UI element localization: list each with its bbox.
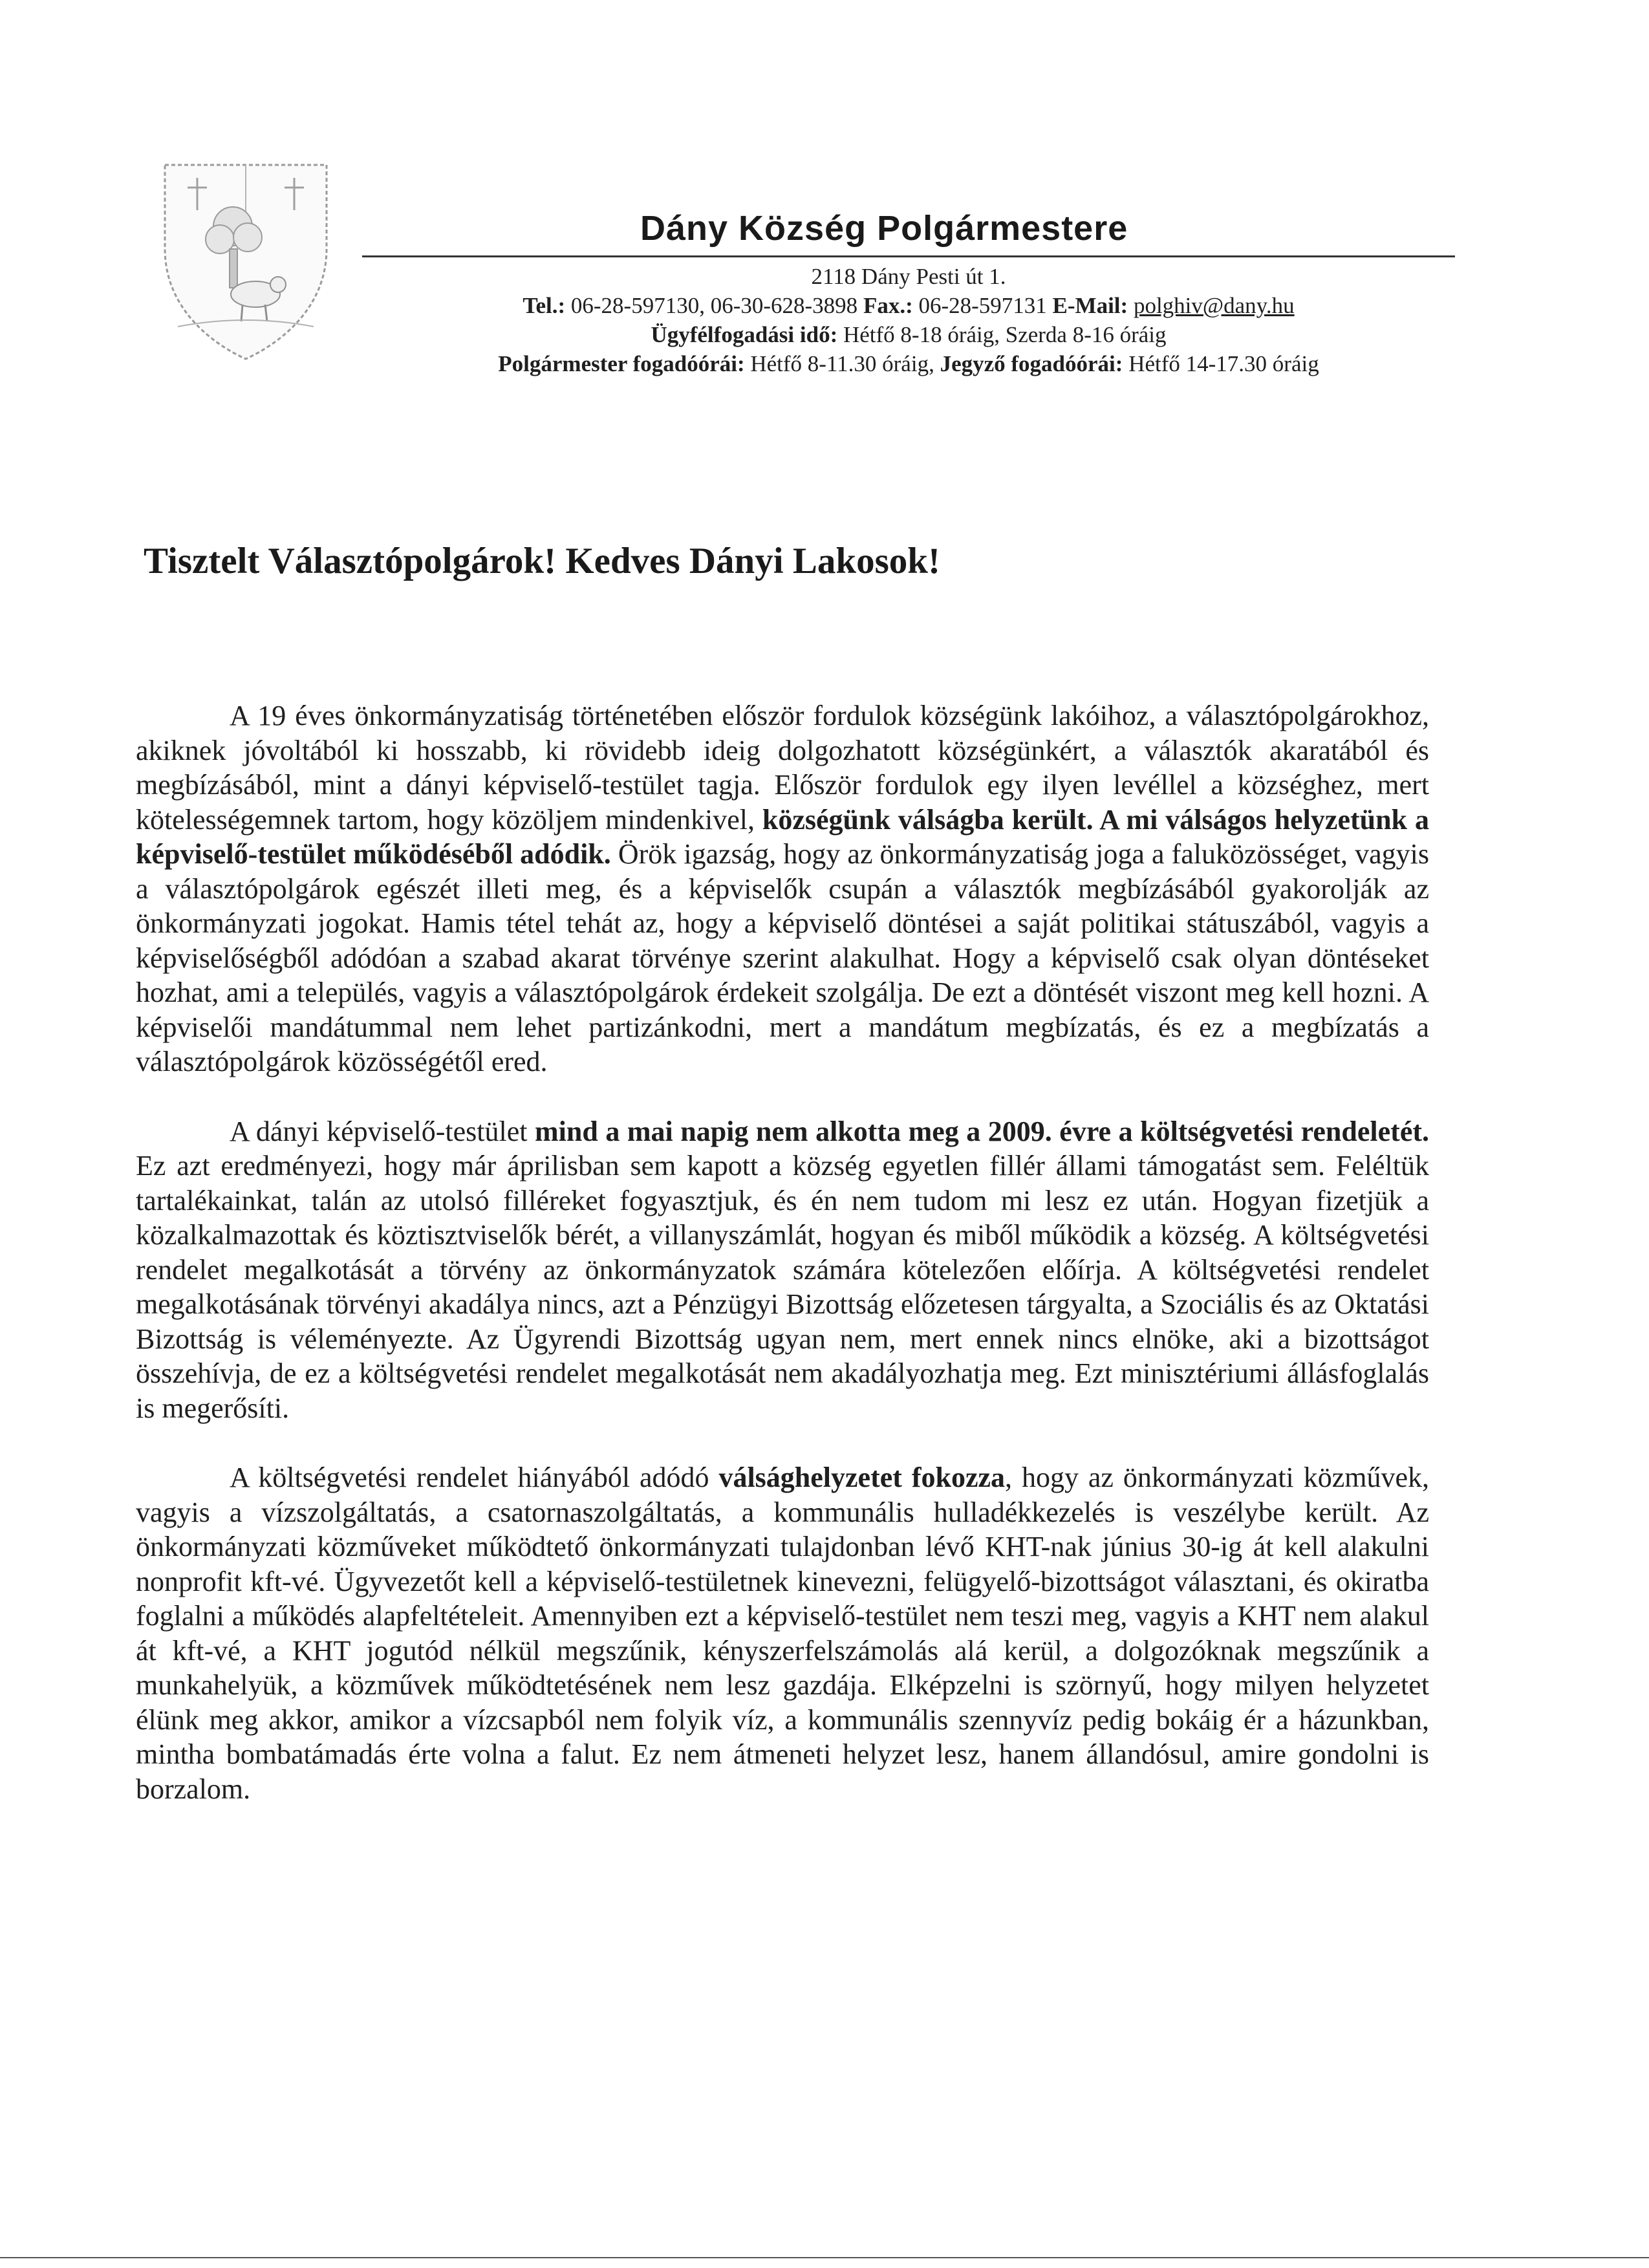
paragraph-1-text-a: A 19 éves önkormányzatiság történetében először fordulok községünk lakóihoz, a választópolgárokhoz, akiknek jóvoltából ki hosszabb, ki rövidebb ideig dolgozhatott községünkért, a választók akaratából és megbízásából, mint a dányi képviselő-testület tagja. Először fordulok egy ilyen levéllel a községhez, mert kötelességemnek tartom, hogy közöljem mindenkivel, xyxy=(136,700,1429,836)
contact-block xyxy=(362,262,1455,378)
office-hours-value: Hétfő 8-18 óráig, Szerda 8-16 óráig xyxy=(837,322,1167,347)
paragraph-2 xyxy=(136,1114,1429,1426)
paragraph-3-text-a: A költségvetési rendelet hiányából adódó xyxy=(230,1462,719,1493)
paragraph-1-text-b: Örök igazság, hogy az önkormányzatiság joga a faluközösséget, vagyis a választópolgárok egészét illeti meg, és a képviselők csupán a választók megbízásából gyakorolják az önkormányzati jogokat. Hamis tétel tehát az, hogy a képviselő döntései a saját politikai státuszából, vagyis a képviselőségből adódóan a szabad akarat törvénye szerint alakulhat. Hogy a képviselő csak olyan döntéseket hozhat, ami a település, vagyis a választópolgárok érdekeit szolgálja. De ezt a döntését viszont meg kell hozni. A képviselői mandátummal nem lehet partizánkodni, mert a mandátum megbízatás, és ez a megbízatás a választópolgárok közösségétől ered. xyxy=(136,838,1429,1077)
email-link[interactable]: polghiv@dany.hu xyxy=(1133,293,1295,318)
page-bottom-edge xyxy=(0,2257,1649,2258)
paragraph-3 xyxy=(136,1460,1429,1806)
paragraph-3-emphasis: válsághelyzetet fokozza xyxy=(718,1462,1006,1493)
address-line: 2118 Dány Pesti út 1. xyxy=(811,264,1006,289)
reception-hours-line xyxy=(362,349,1455,378)
paragraph-2-text-b: Ez azt eredményezi, hogy már áprilisban sem kapott a község egyetlen fillér állami támogatást sem. Feléltük tartalékainkat, talán az utolsó filléreket fogyasztjuk, és én nem tudom mi lesz ez után. Hogyan fizetjük a közalkalmazottak és köztisztviselők bérét, a villanyszámlát, hogyan és miből működik a község. A költségvetési rendelet megalkotását a törvény az önkormányzatok számára kötelezően előírja. A költségvetési rendelet megalkotásának törvényi akadálya nincs, azt a Pénzügyi Bizottság előzetesen tárgyalta, a Szociális és az Oktatási Bizottság is véleményezte. Az Ügyrendi Bizottság ugyan nem, mert ennek nincs elnöke, aki a bizottságot összehívja, de ez a költségvetési rendelet megalkotását nem akadályozhatja meg. Ezt minisztériumi állásfoglalás is megerősíti. xyxy=(136,1150,1429,1424)
notary-hours-value: Hétfő 14-17.30 óráig xyxy=(1123,351,1319,376)
letter-body xyxy=(136,698,1429,1841)
letterhead-title: Dány Község Polgármestere xyxy=(640,209,1128,248)
email-label: E-Mail: xyxy=(1052,293,1128,318)
tel-value: 06-28-597130, 06-30-628-3898 xyxy=(565,293,863,318)
tel-label: Tel.: xyxy=(523,293,566,318)
fax-value: 06-28-597131 xyxy=(912,293,1053,318)
mayor-hours-value: Hétfő 8-11.30 óráig, xyxy=(744,351,940,376)
paragraph-3-text-b: , hogy az önkormányzati közművek, vagyis a vízszolgáltatás, a csatornaszolgáltatás, a kommunális hulladékkezelés is veszélybe került. Az önkormányzati közműveket működtető önkormányzati tulajdonban lévő KHT-nak június 30-ig át kell alakulni nonprofit kft-vé. Ügyvezetőt kell a képviselő-testületnek kinevezni, felügyelő-bizottságot választani, és okiratba foglalni a működés alapfeltételeit. Amennyiben ezt a képviselő-testület nem teszi meg, vagyis a KHT nem alakul át kft-vé, a KHT jogutód nélkül megszűnik, kényszerfelszámolás alá kerül, a dolgozóknak megszűnik a munkahelyük, a közművek működtetésének nem lesz gazdája. Elképzelni is szörnyű, hogy milyen helyzetet élünk meg akkor, amikor a vízcsapból nem folyik víz, a kommunális szennyvíz pedig bokáig ér a házunkban, mintha bombatámadás érte volna a falut. Ez nem átmeneti helyzet lesz, hanem állandósul, amire gondolni is borzalom. xyxy=(136,1462,1429,1805)
header-divider xyxy=(362,255,1455,257)
paragraph-1-emphasis: községünk válságba került. A mi válságos helyzetünk a képviselő-testület működéséből adódik. xyxy=(136,803,1429,870)
paragraph-2-text-a: A dányi képviselő-testület xyxy=(230,1115,535,1147)
office-hours-label: Ügyfélfogadási idő: xyxy=(651,322,838,347)
salutation-heading: Tisztelt Választópolgárok! Kedves Dányi Lakosok! xyxy=(144,541,940,581)
paragraph-1 xyxy=(136,698,1429,1079)
coat-of-arms-icon xyxy=(152,152,339,365)
paragraph-2-emphasis: mind a mai napig nem alkotta meg a 2009. évre a költségvetési rendeletét. xyxy=(535,1115,1429,1147)
contact-line xyxy=(362,291,1455,320)
fax-label: Fax.: xyxy=(863,293,913,318)
notary-hours-label: Jegyző fogadóórái: xyxy=(940,351,1123,376)
office-hours-line xyxy=(362,320,1455,349)
mayor-hours-label: Polgármester fogadóórái: xyxy=(498,351,745,376)
